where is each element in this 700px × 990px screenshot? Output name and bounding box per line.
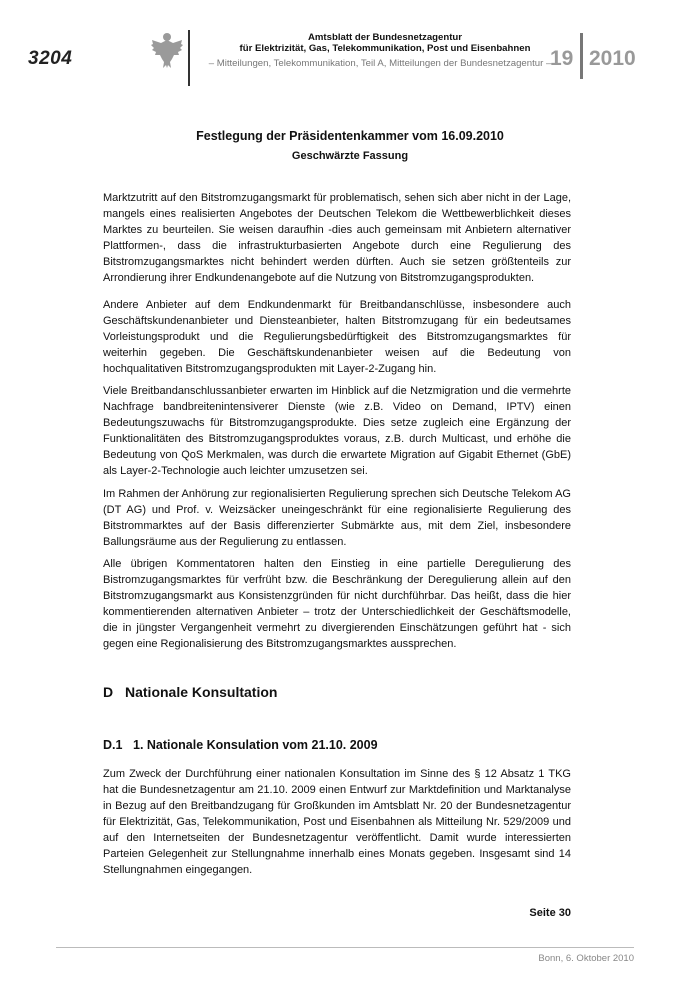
issue-divider xyxy=(580,33,583,79)
section-number: D xyxy=(103,684,114,700)
gazette-title: Amtsblatt der Bundesnetzagentur xyxy=(307,32,463,43)
footer-date: Bonn, 6. Oktober 2010 xyxy=(538,953,634,964)
issue-number: 19 xyxy=(550,47,574,70)
body-paragraph: Andere Anbieter auf dem Endkundenmarkt für Breitbandanschlüsse, insbesondere auch Geschäftskundenanbieter und Diensteanbieter, halten Bitstromzugang für ein bedeutsames Vorleistungsprodukt und die Regulierungsbedürftigkeit des Bitstromzugangsmarktes für weiterhin gegeben. Die Geschäftskundenanbieter weisen auf die Bedeutung von hochqualitativen Bitstromzugangsprodukten mit Layer-2-Zugang hin. xyxy=(103,299,571,375)
section-heading xyxy=(103,684,277,700)
header-divider xyxy=(188,30,190,86)
body-paragraph: Marktzutritt auf den Bitstromzugangsmarkt für problematisch, sehen sich aber nicht in der Lage, mangels eines realisierten Angebotes der Deutschen Telekom die Wettbewerblichkeit dieses Marktes zu beurteilen. Sie weisen daraufhin -dies auch gemeinsam mit Anbietern alternativer Plattformen-, dass die infrastrukturbasierten Angebote durch eine Regulierung des Bitstromzugangsmarktes nicht behindert werden dürften. Auch sie setzen größtenteils zur Arrondierung ihrer Endkundenangebote auf die Nutzung von Bitstromzugangsprodukten. xyxy=(103,192,571,284)
section-title: Nationale Konsultation xyxy=(125,684,278,700)
gazette-subtitle: – Mitteilungen, Telekommunikation, Teil A, Mitteilungen der Bundesnetzagentur – xyxy=(208,58,552,69)
body-paragraph: Im Rahmen der Anhörung zur regionalisierten Regulierung sprechen sich Deutsche Telekom AG (DT AG) und Prof. v. Weizsäcker uneingeschränkt für eine regionalisierte Regulierung des Bitstrommarktes auf der Basis differenzierter Submärkte aus, mit dem Ziel, insbesondere Ballungsräume aus der Regulierung zu entlassen. xyxy=(103,488,571,548)
federal-eagle-icon xyxy=(150,30,184,70)
body-paragraph: Zum Zweck der Durchführung einer nationalen Konsultation im Sinne des § 12 Absatz 1 TKG hat die Bundesnetzagentur am 21.10. 2009 einen Entwurf zur Marktdefinition und Marktanalyse in Bezug auf den Breitbandzugang für Großkunden im Amtsblatt Nr. 20 der Bundesnetzagentur für Elektrizität, Gas, Telekommunikation, Post und Eisenbahnen als Mitteilung Nr. 529/2009 und auf den Internetseiten der Bundesnetzagentur veröffentlicht. Damit wurde interessierten Parteien Gelegenheit zur Stellungnahme innerhalb eines Monats gegeben. Insgesamt sind 14 Stellungnahmen eingegangen. xyxy=(103,768,571,876)
page-label: Seite 30 xyxy=(529,907,571,919)
gazette-title-line2: für Elektrizität, Gas, Telekommunikation, Post und Eisenbahnen xyxy=(239,43,531,54)
subsection-number: D.1 xyxy=(103,738,123,752)
subsection-title: 1. Nationale Konsulation vom 21.10. 2009 xyxy=(133,738,378,752)
body-paragraph: Viele Breitbandanschlussanbieter erwarten im Hinblick auf die Netzmigration und die vermehrte Nachfrage bandbreitenintensiverer Dienste (wie z.B. Video on Demand, IPTV) einen Bedeutungszuwachs für Bitstromzugangsprodukte. Dies setze zugleich eine Ergänzung der Funktionalitäten des Bitstromzugangsproduktes voraus, z.B. durch Multicast, und erhöhe die Bedeutung von QoS Merkmalen, was durch die erwartete Migration auf Gigabit Ethernet (GbE) als Layer-2-Technologie auch leichter umzusetzen sei. xyxy=(103,385,571,477)
issue-year: 2010 xyxy=(589,47,636,70)
footer-divider xyxy=(56,947,634,948)
document-subtitle: Geschwärzte Fassung xyxy=(291,150,409,162)
body-paragraph: Alle übrigen Kommentatoren halten den Einstieg in eine partielle Deregulierung des Bistromzugangsmarktes für verfrüht bzw. die Beschränkung der Deregulierung allein auf den Bitstromzugangsmarkt aus Konsistenzgründen für nicht durchführbar. Das heißt, dass die hier kommentierenden alternativen Anbieter – trotz der Unterschiedlichkeit der Geschäftsmodelle, die in jüngster Vergangenheit vermehrt zu divergierenden Einschätzungen geführt hat - sich gegen eine Regionalisierung des Bitstromzugangsmarktes aussprechen. xyxy=(103,558,571,650)
subsection-heading xyxy=(103,738,378,752)
page-number: 3204 xyxy=(28,48,73,69)
document-title: Festlegung der Präsidentenkammer vom 16.09.2010 xyxy=(196,129,504,143)
